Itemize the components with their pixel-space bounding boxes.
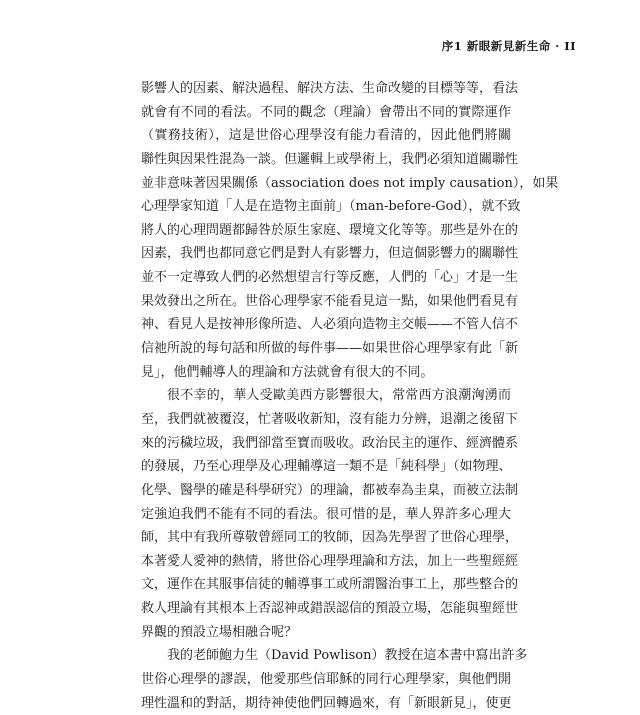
text-line: 影響人的因素、解決過程、解決方法、生命改變的目標等等，看法 xyxy=(141,81,519,96)
running-head: 序1 新眼新見新生命 · II xyxy=(441,39,576,53)
text-line: 聯性與因果性混為一談。但邏輯上或學術上，我們必須知道關聯性 xyxy=(141,151,519,167)
text-line: 神、看見人是按神形像所造、人必須向造物主交帳——不管人信不 xyxy=(141,317,519,333)
body-text xyxy=(141,77,559,715)
text-line: 將人的心理問題都歸咎於原生家庭、環境文化等等。那些是外在的 xyxy=(141,222,519,238)
text-line: 因素，我們也都同意它們是對人有影響力，但這個影響力的關聯性 xyxy=(141,246,519,262)
text-line: 師，其中有我所尊敬曾經同工的牧師，因為先學習了世俗心理學， xyxy=(141,530,519,546)
text-line: 救人理論有其根本上否認神或錯誤認信的預設立場，怎能與聖經世 xyxy=(141,601,519,617)
text-line: 並非意味著因果關係（association does not imply causation），如果 xyxy=(141,175,559,191)
text-line: 定強迫我們不能有不同的看法。很可惜的是，華人界許多心理大 xyxy=(141,506,511,522)
text-line: 見」，他們輔導人的理論和方法就會有很大的不同。 xyxy=(141,364,434,380)
text-line: 我的老師鮑力生（David Powlison）教授在這本書中寫出許多 xyxy=(167,648,528,664)
text-line: 化學、醫學的確是科學研究）的理論，都被奉為圭臬，而被立法制 xyxy=(141,482,519,498)
text-line: 界觀的預設立場相融合呢？ xyxy=(141,624,298,640)
text-line: 來的污穢垃圾，我們卻當至寶而吸收。政治民主的運作、經濟體系 xyxy=(141,435,519,451)
text-line: 理性溫和的對話，期待神使他們回轉過來，有「新眼新見」，使更 xyxy=(141,695,512,711)
text-line: 世俗心理學的謬誤，他愛那些信耶穌的同行心理學家，與他們開 xyxy=(141,672,511,688)
text-line: 心理學家知道「人是在造物主面前」（man-before-God），就不致 xyxy=(141,199,521,215)
text-line: 至，我們就被覆沒，忙著吸收新知，沒有能力分辨，退潮之後留下 xyxy=(141,411,519,427)
text-line: 的發展，乃至心理學及心理輔導這一類不是「純科學」（如物理、 xyxy=(141,459,512,475)
text-line: 信祂所說的每句話和所做的每件事——如果世俗心理學家有此「新 xyxy=(141,341,519,357)
text-line: 就會有不同的看法。不同的觀念（理論）會帶出不同的實際運作 xyxy=(141,104,511,120)
text-line: 本著愛人愛神的熱情，將世俗心理學理論和方法，加上一些聖經經 xyxy=(141,553,519,569)
text-line: 果效發出之所在。世俗心理學家不能看見這一點，如果他們看見有 xyxy=(141,293,519,309)
text-line: 文，運作在其服事信徒的輔導事工或所謂醫治事工上，那些整合的 xyxy=(141,577,519,593)
text-line: 並不一定導致人們的必然想望言行等反應，人們的「心」才是一生 xyxy=(141,270,519,286)
text-line: （實務技術），這是世俗心理學沒有能力看清的，因此他們將關 xyxy=(141,128,511,144)
text-line: 很不幸的，華人受歐美西方影響很大，常常西方浪潮洶湧而 xyxy=(167,388,511,404)
